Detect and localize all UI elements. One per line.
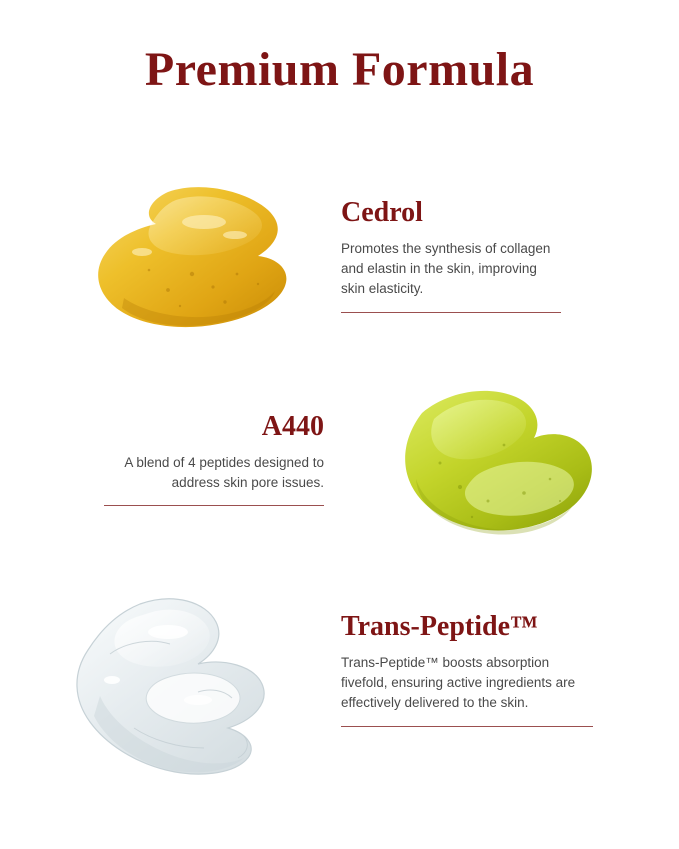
ingredient-block-cedrol: [341, 198, 561, 313]
ingredient-description-a440: A blend of 4 peptides designed to address skin pore issues.: [124, 454, 324, 491]
ingredient-block-a440: [104, 412, 324, 506]
green-gel-swatch-icon: [364, 375, 614, 550]
divider-rule: [341, 312, 561, 313]
ingredient-name-trans-peptide: Trans-Peptide™: [341, 611, 539, 642]
ingredient-name-a440: A440: [261, 411, 324, 442]
divider-rule: [104, 505, 324, 506]
divider-rule: [341, 726, 593, 727]
gold-gel-swatch-icon: [72, 178, 322, 343]
ingredient-block-trans-peptide: [341, 612, 593, 727]
clear-gel-swatch-icon: [48, 588, 328, 793]
ingredient-name-cedrol: Cedrol: [341, 197, 423, 228]
ingredient-description-cedrol: Promotes the synthesis of collagen and elastin in the skin, improving skin elasticity.: [341, 240, 551, 297]
page-title: Premium Formula: [144, 43, 535, 96]
ingredient-description-trans-peptide: Trans-Peptide™ boosts absorption fivefold, ensuring active ingredients are effectively delivered to the skin.: [341, 654, 576, 711]
